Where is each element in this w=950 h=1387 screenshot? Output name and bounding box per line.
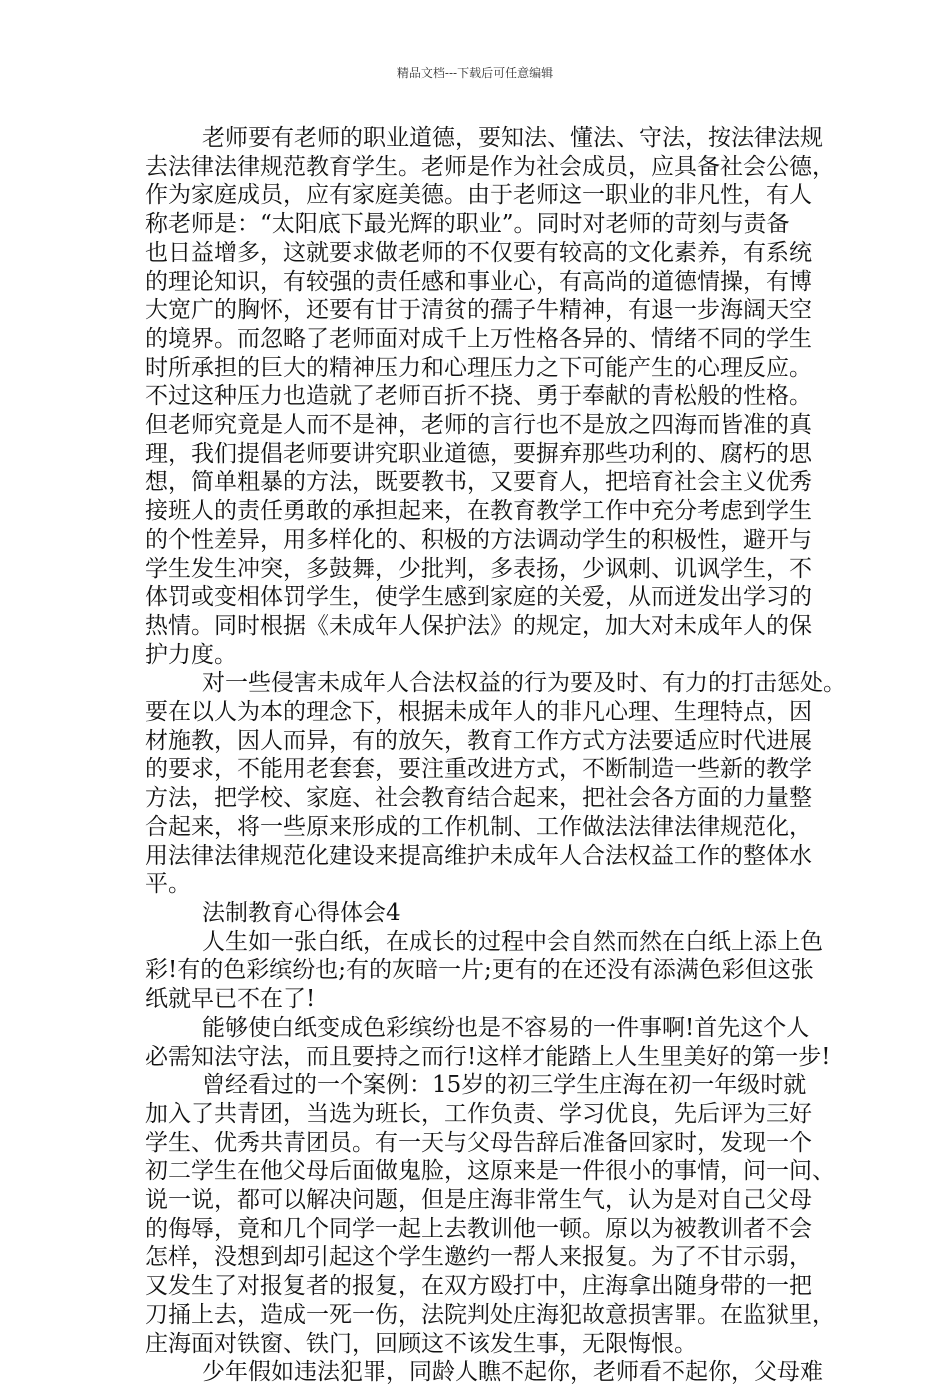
text-line: 彩!有的色彩缤纷也;有的灰暗一片;更有的在还没有添满色彩但这张: [145, 957, 814, 984]
text-line: 庄海面对铁窗、铁门，回顾这不该发生事，无限悔恨。: [145, 1330, 697, 1357]
text-line: 体罚或变相体罚学生，使学生感到家庭的关爱，从而迸发出学习的: [145, 584, 812, 611]
paragraph-first-line: 法制教育心得体会4: [202, 899, 401, 926]
text-line: 初二学生在他父母后面做鬼脸，这原来是一件很小的事情，问一问、: [145, 1158, 835, 1185]
text-line: 加入了共青团，当选为班长，工作负责、学习优良，先后评为三好: [145, 1100, 812, 1127]
text-line: 也日益增多，这就要求做老师的不仅要有较高的文化素养，有系统: [145, 239, 812, 266]
text-line: 学生发生冲突，多鼓舞，少批判，多表扬，少讽刺、讥讽学生，不: [145, 555, 812, 582]
text-line: 接班人的责任勇敢的承担起来，在教育教学工作中充分考虑到学生: [145, 498, 812, 525]
paragraph-first-line: 少年假如违法犯罪，同龄人瞧不起你，老师看不起你，父母难: [202, 1359, 823, 1386]
paragraph: [145, 928, 823, 1014]
text-line: 必需知法守法，而且要持之而行!这样才能踏上人生里美好的第一步!: [145, 1043, 831, 1070]
text-line: 热情。同时根据《未成年人保护法》的规定，加大对未成年人的保: [145, 612, 812, 639]
text-line: 平。: [145, 871, 191, 898]
text-line: 理，我们提倡老师要讲究职业道德，要摒弃那些功利的、腐朽的思: [145, 440, 812, 467]
paragraph: [145, 124, 835, 669]
text-line: 用法律法律规范化建设来提高维护未成年人合法权益工作的整体水: [145, 842, 812, 869]
text-line: 但老师究竟是人而不是神，老师的言行也不是放之四海而皆准的真: [145, 412, 812, 439]
text-line: 称老师是：“太阳底下最光辉的职业”。同时对老师的苛刻与责备: [145, 211, 790, 238]
text-line: 作为家庭成员，应有家庭美德。由于老师这一职业的非凡性，有人: [145, 182, 812, 209]
text-line: 刀捅上去，造成一死一伤，法院判处庄海犯故意损害罪。在监狱里，: [145, 1301, 835, 1328]
text-line: 材施教，因人而异，有的放矢，教育工作方式方法要适应时代进展: [145, 727, 812, 754]
paragraph: [145, 1014, 831, 1071]
paragraph-first-line: 能够使白纸变成色彩缤纷也是不容易的一件事啊!首先这个人: [202, 1014, 810, 1041]
text-line: 不过这种压力也造就了老师百折不挠、勇于奉献的青松般的性格。: [145, 383, 812, 410]
text-line: 方法，把学校、家庭、社会教育结合起来，把社会各方面的力量整: [145, 785, 812, 812]
text-line: 的个性差异，用多样化的、积极的方法调动学生的积极性，避开与: [145, 526, 812, 553]
text-line: 时所承担的巨大的精神压力和心理压力之下可能产生的心理反应。: [145, 354, 812, 381]
text-line: 的侮辱，竟和几个同学一起上去教训他一顿。原以为被教训者不会: [145, 1215, 812, 1242]
paragraph-first-line: 老师要有老师的职业道德，要知法、懂法、守法，按法律法规: [202, 125, 823, 151]
text-line: 说一说，都可以解决问题，但是庄海非常生气，认为是对自己父母: [145, 1187, 812, 1214]
text-line: 纸就早已不在了!: [145, 986, 316, 1013]
text-line: 的要求，不能用老套套，要注重改进方式，不断制造一些新的教学: [145, 756, 812, 783]
text-line: 去法律法律规范教育学生。老师是作为社会成员，应具备社会公德，: [145, 153, 835, 180]
paragraph-first-line: 对一些侵害未成年人合法权益的行为要及时、有力的打击惩处。: [202, 670, 846, 697]
text-line: 又发生了对报复者的报复，在双方殴打中，庄海拿出随身带的一把: [145, 1273, 812, 1300]
text-line: 要在以人为本的理念下，根据未成年人的非凡心理、生理特点，因: [145, 699, 812, 726]
document-body: [145, 124, 846, 1387]
paragraph: [145, 899, 813, 928]
text-line: 大宽广的胸怀，还要有甘于清贫的孺子牛精神，有退一步海阔天空: [145, 297, 812, 324]
paragraph: [145, 669, 846, 899]
text-line: 怎样，没想到却引起这个学生邀约一帮人来报复。为了不甘示弱，: [145, 1244, 812, 1271]
paragraph: [145, 1071, 835, 1358]
text-line: 的理论知识，有较强的责任感和事业心，有高尚的道德情操，有博: [145, 268, 812, 295]
text-line: 学生、优秀共青团员。有一天与父母告辞后准备回家时，发现一个: [145, 1129, 812, 1156]
text-line: 想，简单粗暴的方法，既要教书，又要育人，把培育社会主义优秀: [145, 469, 812, 496]
text-line: 护力度。: [145, 641, 237, 668]
page-header: 精品文档---下载后可任意编辑: [396, 66, 554, 80]
text-line: 的境界。而忽略了老师面对成千上万性格各异的、情绪不同的学生: [145, 325, 812, 352]
text-line: 合起来，将一些原来形成的工作机制、工作做法法律法律规范化，: [145, 813, 812, 840]
paragraph-first-line: 人生如一张白纸，在成长的过程中会自然而然在白纸上添上色: [202, 928, 823, 955]
paragraph-first-line: 曾经看过的一个案例：15岁的初三学生庄海在初一年级时就: [202, 1072, 807, 1099]
paragraph: [145, 1358, 823, 1387]
